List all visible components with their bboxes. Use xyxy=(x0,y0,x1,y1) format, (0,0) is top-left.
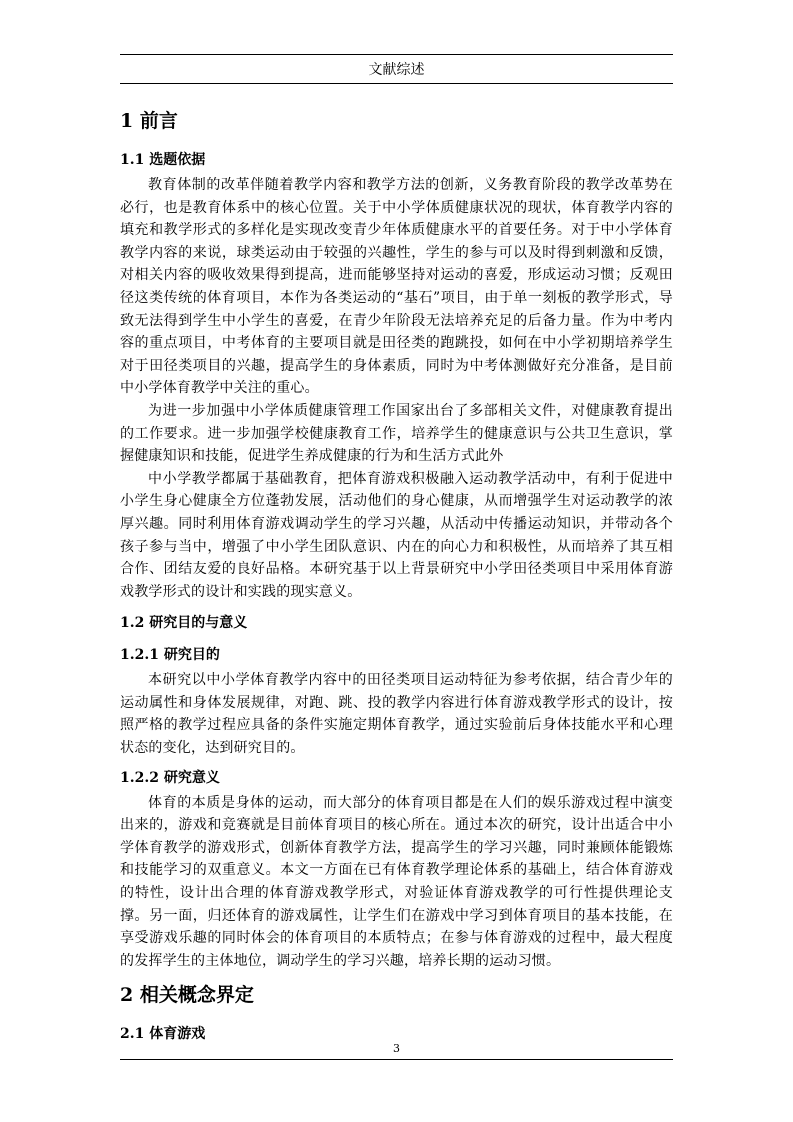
section-heading-2: 2 相关概念界定 xyxy=(120,984,254,1007)
header-bottom-rule xyxy=(120,83,673,84)
page-number: 3 xyxy=(393,1042,400,1055)
paragraph: 本研究以中小学体育教学内容中的田径类项目运动特征为参考依据，结合青少年的运动属性和身体发展规律，对跑、跳、投的教学内容进行体育游戏教学形式的设计，按照严格的教学过程应具备的条件实施定期体育教学，通过实验前后身体技能水平和心理状态的变化，达到研究目的。 xyxy=(120,672,673,757)
section-heading-1: 1 前言 xyxy=(120,110,178,132)
paragraph: 为进一步加强中小学体质健康管理工作国家出台了多部相关文件，对健康教育提出的工作要求。进一步加强学校健康教育工作，培养学生的健康意识与公共卫生意识，掌握健康知识和技能，促进学生养成健康的行为和生活方式此外 xyxy=(120,402,673,465)
subsection-heading-2-1: 2.1 体育游戏 xyxy=(120,1026,206,1043)
header-title: 文献综述 xyxy=(368,62,425,78)
paragraph: 中小学教学都属于基础教育，把体育游戏积极融入运动教学活动中，有利于促进中小学生身心健康全方位蓬勃发展，活动他们的身心健康，从而增强学生对运动教学的浓厚兴趣。同时利用体育游戏调动学生的学习兴趣，从活动中传播运动知识，并带动各个孩子参与当中，增强了中小学生团队意识、内在的向心力和积极性，从而培养了其互相合作、团结友爱的良好品格。本研究基于以上背景研究中小学田径类项目中采用体育游戏教学形式的设计和实践的现实意义。 xyxy=(120,470,673,600)
subsection-heading-1-2-2: 1.2.2 研究意义 xyxy=(120,769,220,786)
header-top-rule xyxy=(120,54,673,55)
paragraph: 教育体制的改革伴随着教学内容和教学方法的创新，义务教育阶段的教学改革势在必行，也是教育体系中的核心位置。关于中小学体质健康状况的现状，体育教学内容的填充和教学形式的多样化是实现改变青少年体质健康水平的首要任务。对于中小学体育教学内容的来说，球类运动由于较强的兴趣性，学生的参与可以及时得到刺激和反馈，对相关内容的吸收效果得到提高，进而能够坚持对运动的喜爱，形成运动习惯；反观田径这类传统的体育项目，本作为各类运动的“基石”项目，由于单一刻板的教学形式，导致无法得到学生中小学生的喜爱，在青少年阶段无法培养充足的后备力量。作为中考内容的重点项目，中考体育的主要项目就是田径类的跑跳投，如何在中小学初期培养学生对于田径类项目的兴趣，提高学生的身体素质，同时为中考体测做好充分准备，是目前中小学体育教学中关注的重心。 xyxy=(120,177,673,397)
document-body xyxy=(120,100,673,1048)
subsection-heading-1-2-1: 1.2.1 研究目的 xyxy=(120,647,220,664)
subsection-heading-1-2: 1.2 研究目的与意义 xyxy=(120,615,248,632)
page-footer xyxy=(120,1042,673,1060)
page-header xyxy=(120,54,673,84)
footer-rule xyxy=(120,1059,673,1060)
subsection-heading-1-1: 1.1 选题依据 xyxy=(120,152,206,168)
paragraph: 体育的本质是身体的运动，而大部分的体育项目都是在人们的娱乐游戏过程中演变出来的，游戏和竞赛就是目前体育项目的核心所在。通过本次的研究，设计出适合中小学体育教学的游戏形式，创新体育教学方法，提高学生的学习兴趣，同时兼顾体能锻炼和技能学习的双重意义。本文一方面在已有体育教学理论体系的基础上，结合体育游戏的特性，设计出合理的体育游戏教学形式，对验证体育游戏教学的可行性提供理论支撑。另一面，归还体育的游戏属性，让学生们在游戏中学习到体育项目的基本技能，在享受游戏乐趣的同时体会的体育项目的本质特点；在参与体育游戏的过程中，最大程度的发挥学生的主体地位，调动学生的学习兴趣，培养长期的运动习惯。 xyxy=(120,794,673,969)
